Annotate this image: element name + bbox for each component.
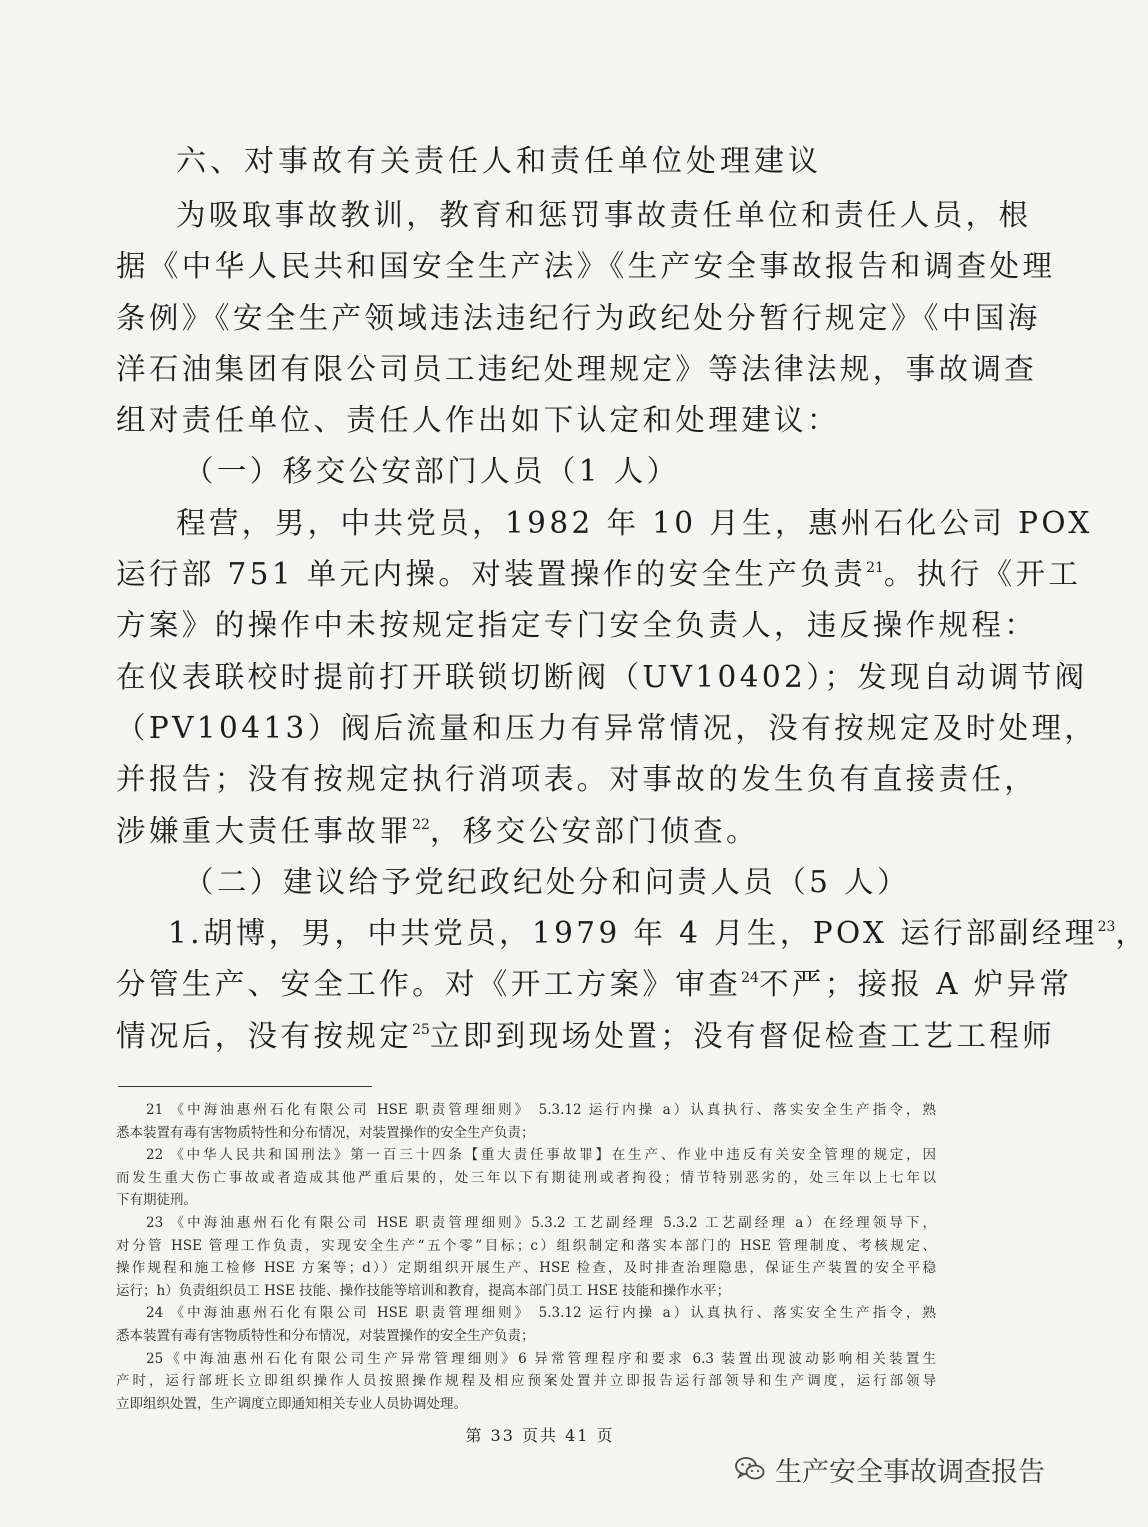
page-number: 第 33 页共 41 页 bbox=[465, 1426, 615, 1445]
footnote-line: 对分管 HSE 管理工作负责，实现安全生产“五个零”目标；c）组织制定和落实本部门的 HSE 管理制度、考核规定、 bbox=[116, 1237, 936, 1254]
person2-paragraph bbox=[116, 908, 1148, 1062]
footnote-ref-23[interactable]: 23 bbox=[1097, 919, 1116, 936]
source-watermark bbox=[735, 1447, 1045, 1491]
subheading-transfer-police: （一）移交公安部门人员（1 人） bbox=[184, 454, 680, 489]
footnote-line: 23 《中海油惠州石化有限公司 HSE 职责管理细则》5.3.2 工艺副经理 5.3.2 工艺副经理 a）在经理领导下， bbox=[146, 1214, 936, 1231]
paragraph-line: 程营，男，中共党员，1982 年 10 月生，惠州石化公司 POX bbox=[176, 505, 1093, 540]
watermark-text: 生产安全事故调查报告 bbox=[775, 1456, 1045, 1488]
footnote-divider bbox=[118, 1086, 372, 1087]
intro-paragraph bbox=[116, 190, 1056, 446]
wechat-icon bbox=[735, 1456, 765, 1482]
footnote-line: 运行；h）负责组织员工 HSE 技能、操作技能等培训和教育，提高本部门员工 HSE 技能和操作水平； bbox=[116, 1282, 731, 1299]
paragraph-line: 1.胡博，男，中共党员，1979 年 4 月生，POX 运行部副经理$^{23}$， bbox=[168, 916, 1148, 951]
paragraph-line: 在仪表联校时提前打开联锁切断阀（UV10402）；发现自动调节阀 bbox=[116, 659, 1088, 694]
footnote-line: 22 《中华人民共和国刑法》第一百三十四条【重大责任事故罪】在生产、作业中违反有关安全管理的规定，因 bbox=[146, 1147, 936, 1164]
footnote-line: 产时，运行部班长立即组织操作人员按照操作规程及相应预案处置并立即报告运行部领导和生产调度，运行部领导 bbox=[116, 1373, 936, 1390]
paragraph-line: 分管生产、安全工作。对《开工方案》审查$^{24}$不严；接报 A 炉异常 bbox=[116, 967, 1073, 1002]
footnote-line: 悉本装置有毒有害物质特性和分布情况，对装置操作的安全生产负责； bbox=[116, 1124, 535, 1141]
paragraph-line: 并报告；没有按规定执行消项表。对事故的发生负有直接责任， bbox=[116, 762, 1038, 797]
footnote-line: 21 《中海油惠州石化有限公司 HSE 职责管理细则》 5.3.12 运行内操 a）认真执行、落实安全生产指令，熟 bbox=[146, 1102, 936, 1118]
paragraph-line: 涉嫌重大责任事故罪$^{22}$，移交公安部门侦查。 bbox=[116, 813, 759, 848]
footnote-ref-25[interactable]: 25 bbox=[412, 1021, 430, 1038]
footnote-line: 悉本装置有毒有害物质特性和分布情况，对装置操作的安全生产负责； bbox=[116, 1327, 535, 1344]
footnotes bbox=[116, 1099, 936, 1415]
intro-line: 据《中华人民共和国安全生产法》《生产安全事故报告和调查处理 bbox=[116, 249, 1056, 284]
main-body bbox=[116, 134, 1148, 1062]
paragraph-line: （PV10413）阀后流量和压力有异常情况，没有按规定及时处理， bbox=[116, 710, 1098, 745]
intro-line: 洋石油集团有限公司员工违纪处理规定》等法律法规，事故调查 bbox=[116, 351, 1038, 386]
person1-paragraph bbox=[116, 498, 1098, 857]
footnote-line: 下有期徒刑。 bbox=[116, 1192, 197, 1209]
footnote-line: 25《中海油惠州石化有限公司生产异常管理细则》6 异常管理程序和要求 6.3 装置出现波动影响相关装置生 bbox=[146, 1350, 936, 1367]
intro-line: 组对责任单位、责任人作出如下认定和处理建议： bbox=[116, 403, 840, 438]
section-heading: 六、对事故有关责任人和责任单位处理建议 bbox=[176, 144, 822, 179]
footnote-ref-21[interactable]: 21 bbox=[866, 560, 884, 577]
intro-line: 为吸取事故教训，教育和惩罚事故责任单位和责任人员，根 bbox=[176, 198, 1032, 232]
paragraph-line: 情况后，没有按规定$^{25}$立即到现场处置；没有督促检查工艺工程师 bbox=[116, 1018, 1056, 1053]
paragraph-line: 运行部 751 单元内操。对装置操作的安全生产负责$^{21}$。执行《开工 bbox=[116, 557, 1082, 592]
intro-line: 条例》《安全生产领域违法违纪行为政纪处分暂行规定》《中国海 bbox=[116, 300, 1041, 335]
footnote-line: 而发生重大伤亡事故或者造成其他严重后果的，处三年以下有期徒刑或者拘役；情节特别恶劣的，处三年以上七年以 bbox=[116, 1169, 936, 1186]
footnote-ref-22[interactable]: 22 bbox=[412, 816, 430, 833]
subheading-disciplinary: （二）建议给予党纪政纪处分和问责人员（5 人） bbox=[184, 864, 910, 899]
footnote-line: 24 《中海油惠州石化有限公司 HSE 职责管理细则》 5.3.12 运行内操 a）认真执行、落实安全生产指令，熟 bbox=[146, 1305, 936, 1322]
paragraph-line: 方案》的操作中未按规定指定专门安全负责人，违反操作规程： bbox=[116, 608, 1038, 643]
footnote-line: 操作规程和施工检修 HSE 方案等；d））定期组织开展生产、HSE 检查，及时排查治理隐患，保证生产装置的安全平稳 bbox=[116, 1260, 936, 1277]
footnote-line: 立即组织处置，生产调度立即通知相关专业人员协调处理。 bbox=[116, 1395, 467, 1412]
footnote-ref-24[interactable]: 24 bbox=[741, 970, 759, 987]
